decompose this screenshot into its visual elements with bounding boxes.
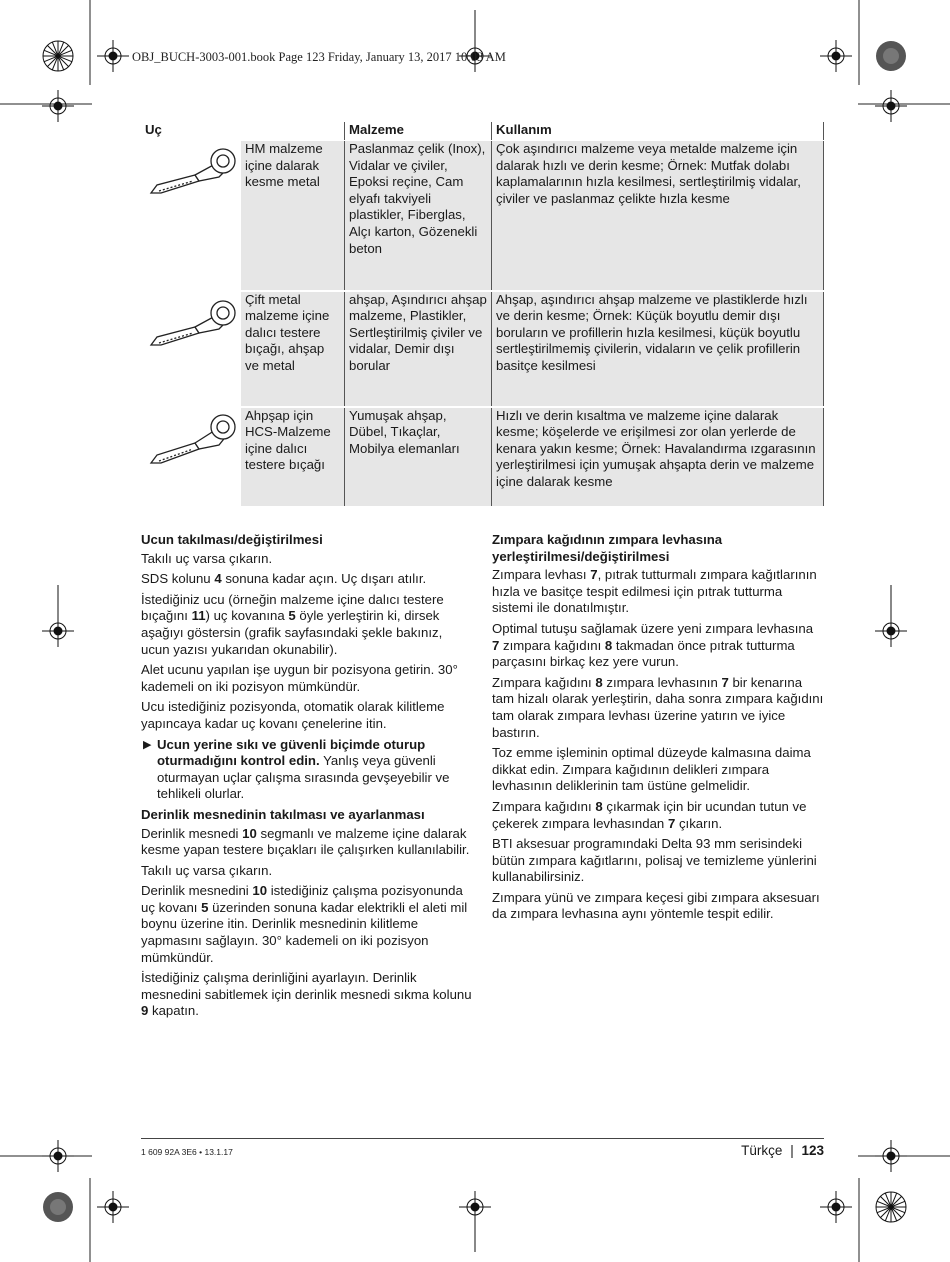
tool-table xyxy=(141,122,824,508)
usage-cell: Çok aşındırıcı malzeme veya metalde malzeme için dalarak hızlı ve derin kesme; Örnek: Mutfak dolabı kaplamalarının hızla kesilmesi, sertleştirilmiş vidalar, çiviler ve paslanmaz çelikte hızla kesme xyxy=(492,141,824,291)
tip-name-cell: Çift metal malzeme içine dalıcı testere bıçağı, ahşap ve metal xyxy=(241,291,345,407)
footer-language: Türkçe xyxy=(741,1143,783,1158)
paragraph: Derinlik mesnedini 10 istediğiniz çalışma pozisyonunda uç kovanı 5 üzerinden sonuna kadar elektrikli el aleti mil boynu üzerine itin. Derinlik mesnedinin kilitleme yapmasını sağlayın. 30° kademeli on iki pozisyon mümkündür. xyxy=(141,883,468,965)
paragraph: Optimal tutuşu sağlamak üzere yeni zımpara levhasına 7 zımpara kağıdını 8 takmadan önce pıtrak tutturma parçasını birkaç kez yere vurun. xyxy=(492,620,814,670)
footer-separator: | xyxy=(790,1143,794,1158)
blade-image-cell xyxy=(141,141,241,291)
material-cell: Yumuşak ahşap, Dübel, Tıkaçlar, Mobilya elemanları xyxy=(345,407,492,507)
hm-blade-icon xyxy=(143,145,248,205)
section-heading-depth-stop: Derinlik mesnedinin takılması ve ayarlanması xyxy=(141,806,425,822)
column-header-tip: Uç xyxy=(141,122,345,141)
page-header-file-info: OBJ_BUCH-3003-001.book Page 123 Friday, January 13, 2017 10:03 AM xyxy=(132,50,506,64)
section-heading-tip-change: Ucun takılması/değiştirilmesi xyxy=(141,532,323,547)
triangle-bullet-icon: ▶ xyxy=(143,738,152,751)
right-column xyxy=(492,532,824,927)
paragraph: Takılı uç varsa çıkarın. xyxy=(141,550,273,566)
paragraph: Zımpara yünü ve zımpara keçesi gibi zımpara aksesuarı da zımpara levhasına aynı yöntemle tespit edilir. xyxy=(492,889,820,922)
table-row xyxy=(141,291,824,407)
paragraph: Ucu istediğiniz pozisyonda, otomatik olarak kilitleme yapıncaya kadar uç kovanı çenelerine itin. xyxy=(141,699,445,731)
material-cell: ahşap, Aşındırıcı ahşap malzeme, Plastikler, Sertleştirilmiş çiviler ve vidalar, Demir dışı borular xyxy=(345,291,492,407)
paragraph: İstediğiniz ucu (örneğin malzeme içine dalıcı testere bıçağını 11) uç kovanına 5 öyle yerleştirin ki, dirsek aşağıyı göstersin (grafik sayfasındaki şekle bakınız, ucun yazısı yukarıdan okunabilir). xyxy=(141,591,444,657)
column-header-usage: Kullanım xyxy=(492,122,824,141)
paragraph: Zımpara kağıdını 8 zımpara levhasının 7 bir kenarına tam hizalı olarak yerleştirin, daha sonra zımpara kağıdını tam olarak zımpara levhası üzerine yatırın ve iyice bastırın. xyxy=(492,674,824,740)
footer-doc-code: 1 609 92A 3E6 • 13.1.17 xyxy=(141,1147,233,1157)
blade-image-cell xyxy=(141,291,241,407)
paragraph: İstediğiniz çalışma derinliğini ayarlayın. Derinlik mesnedini sabitlemek için derinlik mesnedi sıkma kolunu 9 kapatın. xyxy=(141,970,472,1019)
paragraph: Zımpara kağıdını 8 çıkarmak için bir ucundan tutun ve çekerek zımpara levhasından 7 çıkarın. xyxy=(492,798,807,831)
table-header-row xyxy=(141,122,824,141)
hcs-blade-icon xyxy=(143,409,248,469)
page-number: 123 xyxy=(801,1143,824,1158)
left-column xyxy=(141,532,473,1024)
table-row xyxy=(141,141,824,291)
paragraph: Zımpara levhası 7, pıtrak tutturmalı zımpara kağıtlarının hızla ve basitçe tespit edilmesi için pıtrak tutturma sistemi ile donatılmıştır. xyxy=(492,567,817,616)
section-heading-sanding-sheet: Zımpara kağıdının zımpara levhasına yerleştirilmesi/değiştirilmesi xyxy=(492,532,723,564)
footer-page-label xyxy=(741,1143,824,1158)
footer-rule xyxy=(141,1138,824,1139)
blade-image-cell xyxy=(141,407,241,507)
warning-bullet: ▶ Ucun yerine sıkı ve güvenli biçimde oturup oturmadığını kontrol edin. Yanlış veya güvenli oturmayan uçlar çalışma sırasında gevşeyebilir ve tehlikeli olurlar. xyxy=(143,736,450,802)
usage-cell: Ahşap, aşındırıcı ahşap malzeme ve plastiklerde hızlı ve derin kesme; Örnek: Küçük boyutlu demir dışı boruların ve profillerin hızla kesilmesi, küçük boyutlu sertleştirilmemiş çivilerin, vidaların ve çelik profillerin basitçe kesilmesi xyxy=(492,291,824,407)
paragraph: BTI aksesuar programındaki Delta 93 mm serisindeki bütün zımpara kağıtlarını, polisaj ve temizleme yünlerini kullanabilirsiniz. xyxy=(492,836,817,885)
paragraph: Derinlik mesnedi 10 segmanlı ve malzeme içine dalarak kesme yapan testere bıçakları ile çalışırken kullanılabilir. xyxy=(141,825,470,858)
tip-name-cell: Ahpşap için HCS-Malzeme içine dalıcı testere bıçağı xyxy=(241,407,345,507)
column-header-material: Malzeme xyxy=(345,122,492,141)
usage-cell: Hızlı ve derin kısaltma ve malzeme içine dalarak kesme; köşelerde ve erişilmesi zor olan yerlerde de kenara yakın kesme; Örnek: Havalandırma ızgarasının yerleştirilmesi için yumuşak ahşapta derin ve malzeme içine dalarak kesme xyxy=(492,407,824,507)
paragraph: Alet ucunu yapılan işe uygun bir pozisyona getirin. 30° kademeli on iki pozisyon mümkündür. xyxy=(141,662,458,694)
table-row xyxy=(141,407,824,507)
paragraph: Toz emme işleminin optimal düzeyde kalmasına daima dikkat edin. Zımpara kağıdının delikleri zımpara levhasının deliklerinin tam üstüne gelmelidir. xyxy=(492,745,811,794)
paragraph: Takılı uç varsa çıkarın. xyxy=(141,862,273,878)
bimetal-blade-icon xyxy=(143,295,248,355)
material-cell: Paslanmaz çelik (Inox), Vidalar ve çiviler, Epoksi reçine, Cam elyafı takviyeli plastikler, Fiberglas, Alçı karton, Gözenekli beton xyxy=(345,141,492,291)
paragraph: SDS kolunu 4 sonuna kadar açın. Uç dışarı atılır. xyxy=(141,571,427,587)
tip-name-cell: HM malzeme içine dalarak kesme metal xyxy=(241,141,345,291)
